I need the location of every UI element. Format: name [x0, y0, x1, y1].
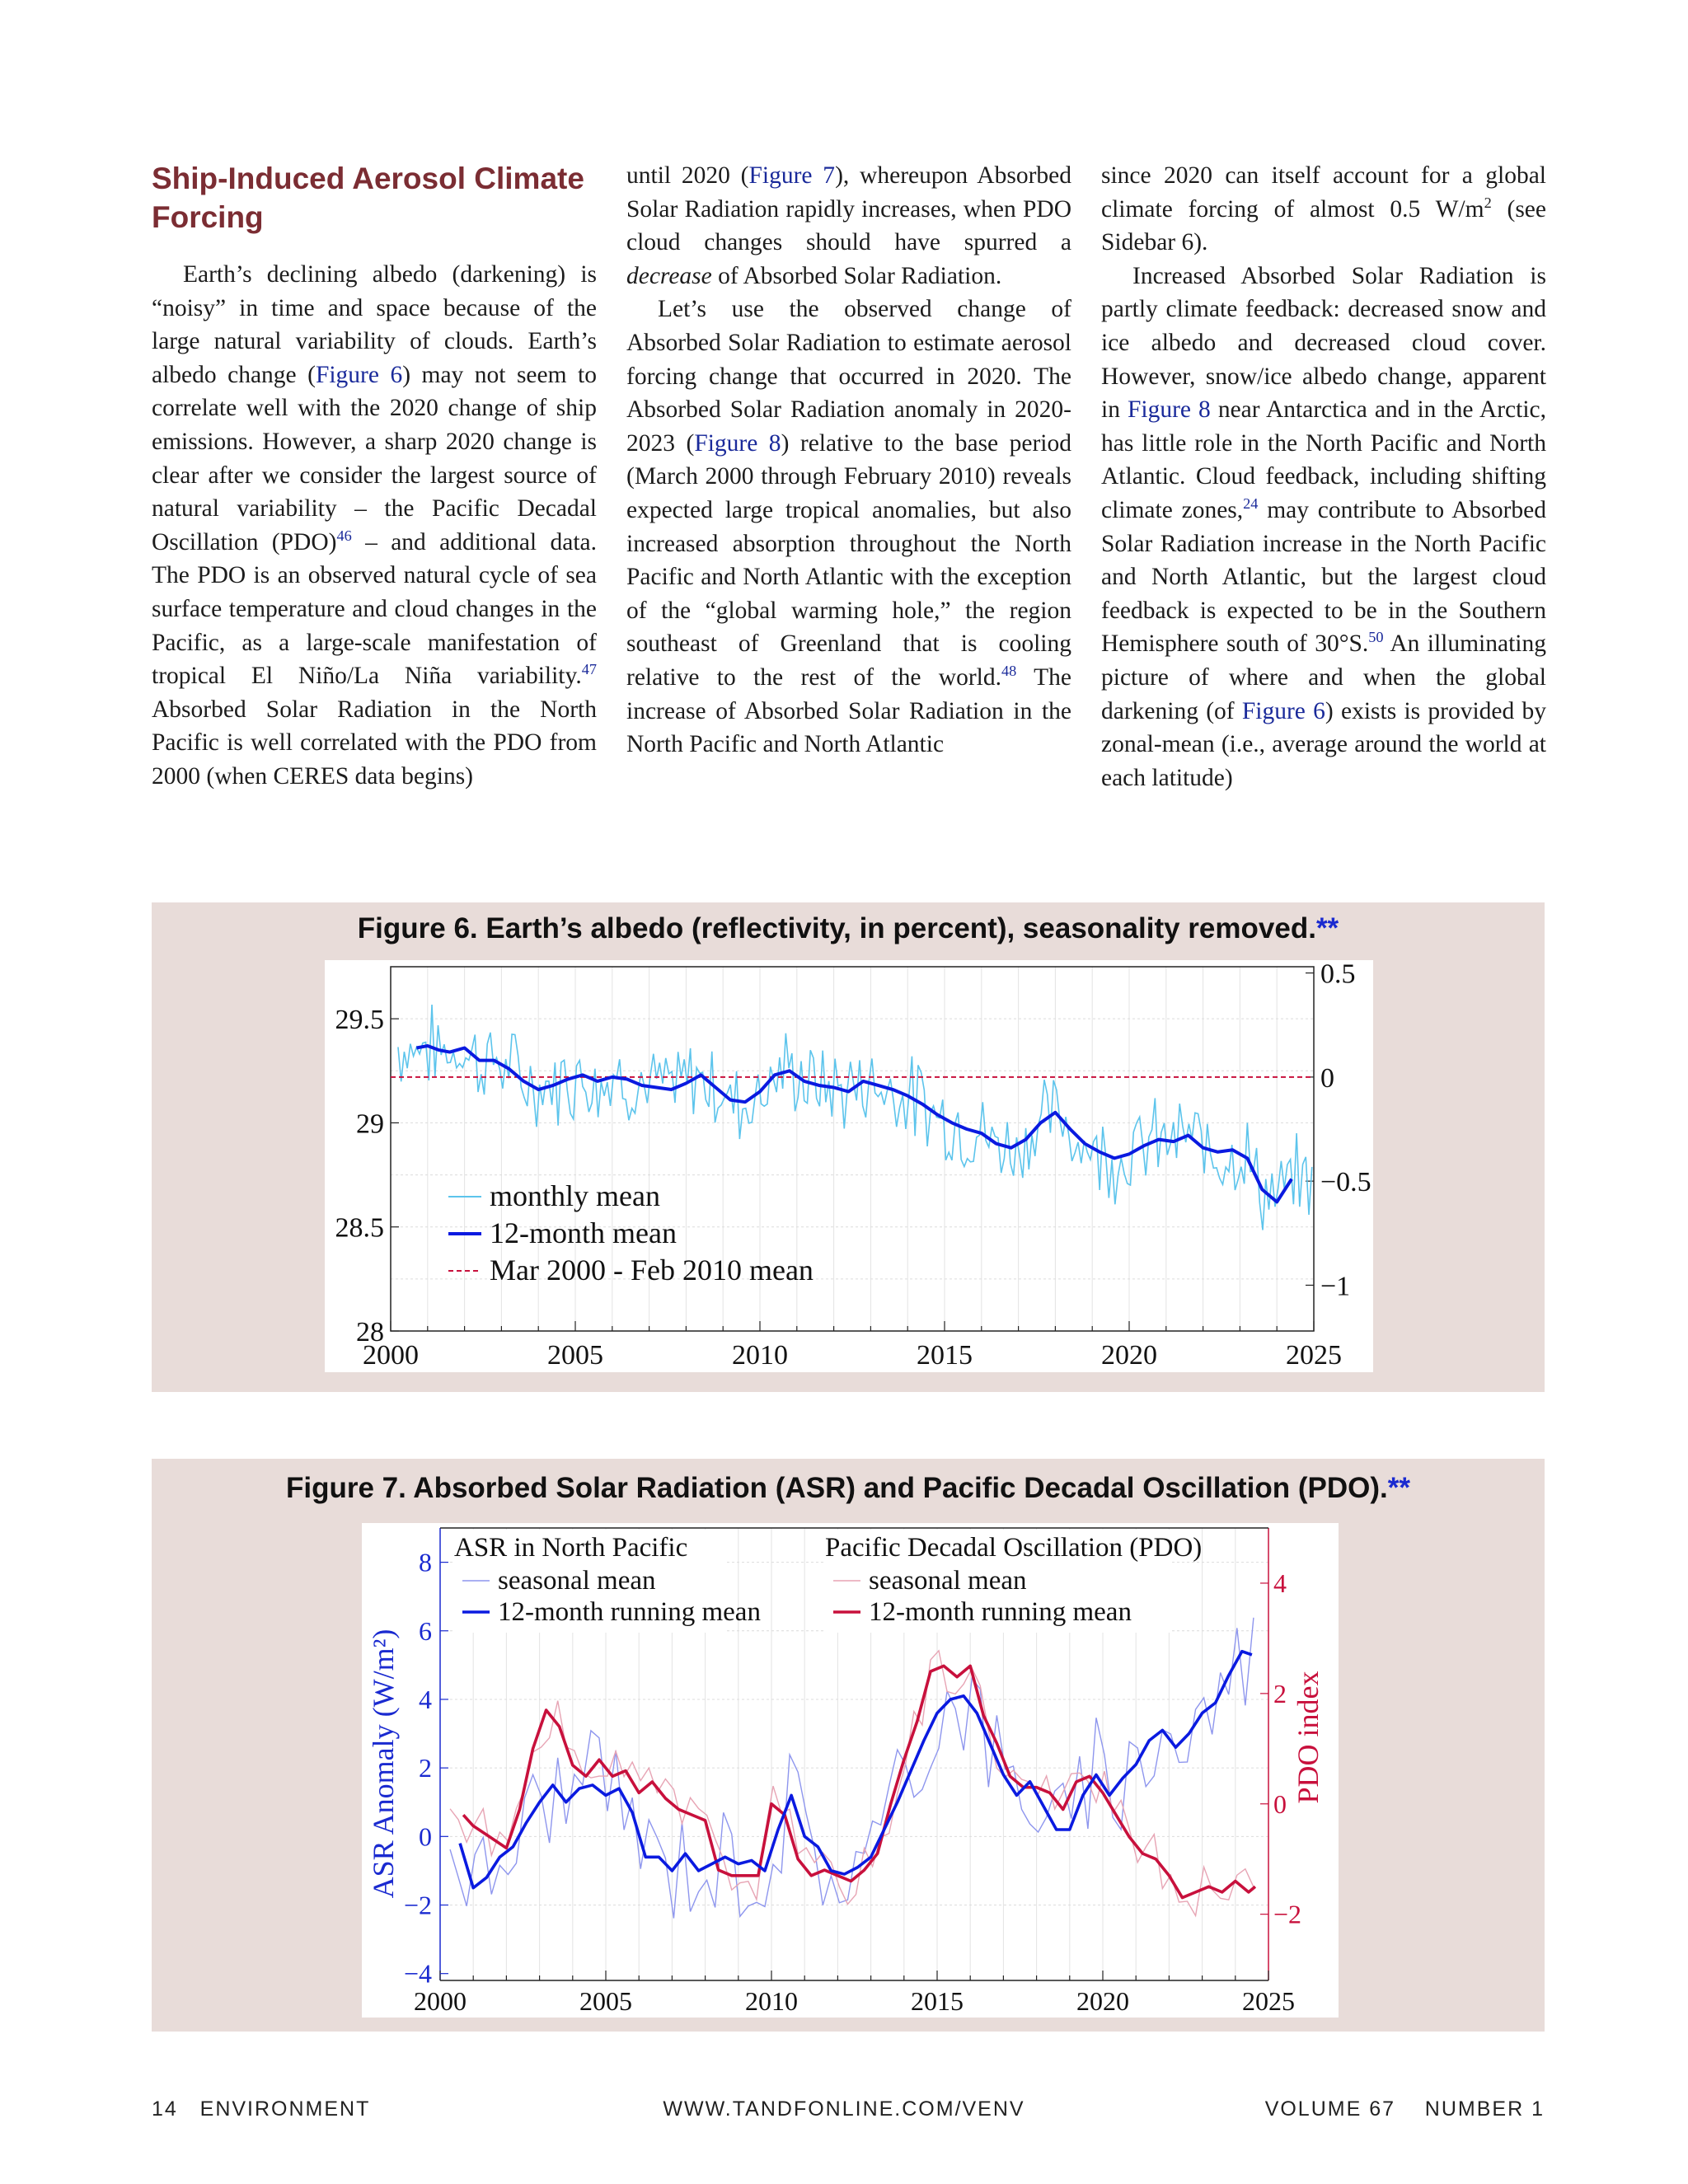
y-tick-label: 0 — [419, 1821, 432, 1852]
y-tick-label: 4 — [419, 1684, 432, 1714]
y-tick-label: 2 — [419, 1753, 432, 1783]
figure-8-link[interactable]: Figure 8 — [1127, 396, 1211, 424]
y-tick-label: 8 — [419, 1547, 432, 1577]
y2-tick-labels — [1320, 960, 1372, 1301]
y2-tick-label: −0.5 — [1320, 1167, 1372, 1198]
figure-6-chart — [325, 960, 1373, 1372]
x-tick-label: 2000 — [414, 1986, 467, 2016]
y2-axis-label: PDO index — [1292, 1671, 1325, 1804]
y-tick-labels — [404, 1548, 432, 1989]
figure-6-link[interactable]: Figure 6 — [315, 361, 403, 388]
y-tick-label: 6 — [419, 1615, 432, 1646]
figure-7-panel — [152, 1459, 1545, 2032]
section-heading: Ship-Induced Aerosol Climate Forcing — [152, 162, 584, 234]
y-axis-label: ASR Anomaly (W/m²) — [367, 1629, 400, 1899]
y2-tick-label: −2 — [1273, 1899, 1302, 1929]
x-tick-label: 2010 — [732, 1340, 788, 1371]
superscript-2: 2 — [1484, 194, 1492, 211]
figure-7-footnote-link[interactable]: ** — [1387, 1472, 1410, 1504]
y-tick-label: −4 — [403, 1958, 432, 1989]
x-tick-label: 2005 — [579, 1986, 632, 2016]
text-column-1 — [152, 159, 597, 794]
x-tick-labels — [414, 1986, 1295, 2016]
y-tick-label: 29.5 — [335, 1005, 384, 1036]
figure-6-link[interactable]: Figure 6 — [1241, 697, 1325, 724]
paragraph: since 2020 can itself account for a global climate forcing of almost 0.5 $W/m^2$ (see Sidebar 6). — [1101, 162, 1546, 256]
footer-page-journal: 14 ENVIRONMENT — [152, 2097, 371, 2121]
chart-legend — [448, 1179, 814, 1286]
legend-label-pdo-seasonal: seasonal mean — [869, 1566, 1027, 1596]
y-tick-label: 28.5 — [335, 1212, 384, 1244]
y2-tick-label: 2 — [1273, 1678, 1287, 1708]
legend-label-asr-seasonal: seasonal mean — [498, 1566, 656, 1596]
text-column-3 — [1101, 159, 1546, 794]
citation-46[interactable]: 46 — [336, 527, 352, 544]
x-tick-label: 2000 — [363, 1340, 419, 1371]
footer-volume: VOLUME 67 NUMBER 1 — [1264, 2097, 1545, 2121]
y-tick-label: −2 — [403, 1890, 432, 1920]
figure-7-svg — [362, 1523, 1339, 2018]
legend-label-asr-running: 12-month running mean — [498, 1597, 761, 1627]
figure-6-footnote-link[interactable]: ** — [1315, 912, 1339, 944]
x-tick-label: 2010 — [745, 1986, 798, 2016]
x-tick-label: 2025 — [1242, 1986, 1295, 2016]
paragraph: Let’s use the observed change of Absorbed Solar Radiation to estimate aerosol forcing change that occurred in 2020. The Absorbed Solar Radiation anomaly in 2020-2023 (Figure 8) relative to the base period (March 2000 through February 2010) reveals expected large tropical anomalies, but also increased absorption throughout the North Pacific and North Atlantic with the exception of the “global warming hole,” the region southeast of Greenland that is cooling relative to the rest of the world.$^{48}$ The increase of Absorbed Solar Radiation in the North Pacific and North Atlantic — [626, 296, 1071, 758]
figure-8-link[interactable]: Figure 8 — [694, 429, 781, 457]
paragraph: Increased Absorbed Solar Radiation is partly climate feedback: decreased snow and ice albedo and decreased cloud cover. However, snow/ice albedo change, apparent in Figure 8 near Antarctica and in the Arctic, has little role in the North Pacific and North Atlantic. Cloud feedback, including shifting climate zones,$^{24}$ may contribute to Absorbed Solar Radiation increase in the North Pacific and North Atlantic, but the largest cloud feedback is expected to be in the Southern Hemisphere south of 30°S.$^{50}$ An illuminating picture of where and when the global darkening (of Figure 6) exists is provided by zonal-mean (i.e., average around the world at each latitude) — [1101, 262, 1546, 791]
legend-label-monthly: monthly mean — [490, 1179, 660, 1212]
citation-24[interactable]: 24 — [1243, 495, 1259, 513]
figure-7-link[interactable]: Figure 7 — [748, 162, 836, 189]
footer-url: WWW.TANDFONLINE.COM/VENV — [663, 2097, 1025, 2121]
y2-tick-label: 0 — [1320, 1062, 1334, 1094]
legend-label-12-month: 12-month mean — [490, 1216, 677, 1249]
citation-48[interactable]: 48 — [1001, 663, 1017, 680]
figure-6-title: Figure 6. Earth’s albedo (reflectivity, in percent), seasonality removed.** — [357, 912, 1339, 944]
legend-label-baseline: Mar 2000 - Feb 2010 mean — [490, 1254, 814, 1286]
x-tick-label: 2005 — [547, 1340, 603, 1371]
x-tick-labels — [363, 1340, 1342, 1371]
paragraph: Earth’s declining albedo (darkening) is “noisy” in time and space because of the large natural variability of clouds. Earth’s albedo change (Figure 6) may not seem to correlate well with the 2020 change of ship emissions. However, a sharp 2020 change is clear after we consider the largest source of natural variability – the Pacific Decadal Oscillation (PDO)$^{46}$ – and additional data. The PDO is an observed natural cycle of sea surface temperature and cloud changes in the Pacific, as a large-scale manifestation of tropical El Niño/La Niña variability.$^{47}$ Absorbed Solar Radiation in the North Pacific is well correlated with the PDO from 2000 (when CERES data begins) — [152, 261, 597, 790]
legend-label-pdo-running: 12-month running mean — [869, 1597, 1132, 1627]
y-tick-labels — [335, 1005, 385, 1347]
y-tick-label: 29 — [356, 1108, 384, 1140]
citation-47[interactable]: 47 — [581, 661, 597, 678]
y2-tick-label: −1 — [1320, 1271, 1351, 1302]
y-tick-label: 28 — [356, 1317, 384, 1347]
y2-tick-label: 0 — [1273, 1788, 1287, 1819]
x-tick-label: 2020 — [1101, 1340, 1157, 1371]
12-month-mean-line — [416, 1046, 1292, 1202]
x-tick-label: 2020 — [1076, 1986, 1129, 2016]
chart-legend — [452, 1530, 1202, 1633]
figure-6-svg — [325, 960, 1373, 1372]
legend-title-asr: ASR in North Pacific — [454, 1533, 688, 1563]
x-tick-label: 2025 — [1286, 1340, 1342, 1371]
x-tick-label: 2015 — [917, 1340, 973, 1371]
paragraph: until 2020 (Figure 7), whereupon Absorbed Solar Radiation rapidly increases, when PDO cloud changes should have spurred a decrease of Absorbed Solar Radiation. — [626, 162, 1071, 289]
legend-title-pdo: Pacific Decadal Oscillation (PDO) — [825, 1533, 1203, 1563]
figure-7-chart — [362, 1523, 1339, 2018]
pdo-running-mean-line — [463, 1666, 1255, 1897]
figure-6-panel — [152, 902, 1545, 1392]
citation-50[interactable]: 50 — [1368, 629, 1384, 646]
figure-7-title: Figure 7. Absorbed Solar Radiation (ASR) and Pacific Decadal Oscillation (PDO).** — [286, 1472, 1410, 1504]
x-tick-label: 2015 — [911, 1986, 964, 2016]
y2-tick-label: 4 — [1273, 1568, 1287, 1598]
text-column-2 — [626, 159, 1071, 762]
y2-tick-label: 0.5 — [1320, 960, 1356, 990]
